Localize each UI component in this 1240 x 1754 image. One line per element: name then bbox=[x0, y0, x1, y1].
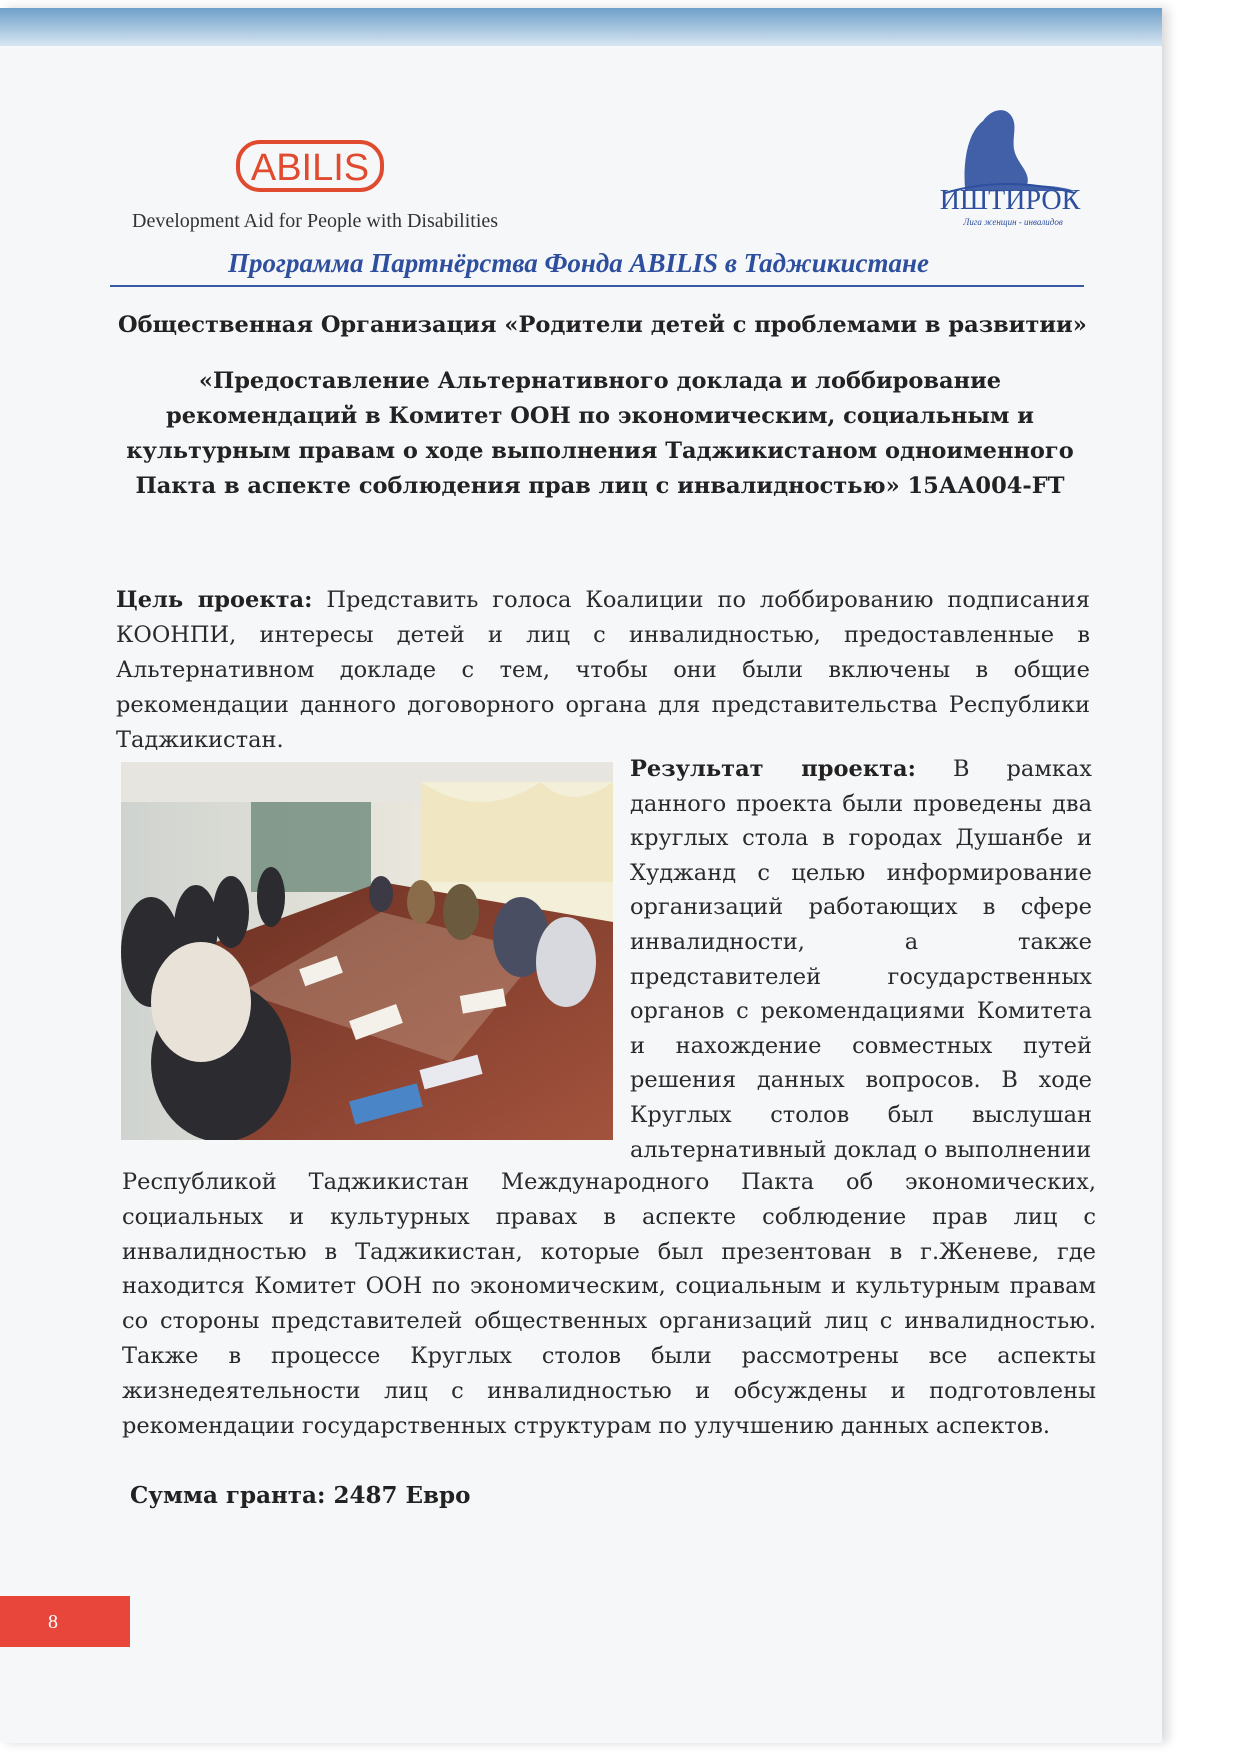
grant-amount: Сумма гранта: 2487 Евро bbox=[130, 1482, 471, 1509]
page-number: 8 bbox=[48, 1611, 58, 1633]
project-title-line: рекомендаций в Комитет ООН по экономическим, социальным и bbox=[166, 403, 1034, 429]
project-result bbox=[630, 752, 1092, 1167]
project-title-line: «Предоставление Альтернативного доклада и лоббирование bbox=[198, 368, 1002, 394]
svg-text:ABILIS: ABILIS bbox=[250, 147, 370, 189]
goal-text: Представить голоса Коалиции по лоббированию подписания КООНПИ, интересы детей и лиц с инвалидностью, предоставленные в Альтернативном докладе с тем, чтобы они были включены в общие рекомендации данного договорного органа для представительства Республики Таджикистан. bbox=[116, 587, 1090, 753]
project-title bbox=[120, 364, 1080, 504]
project-title-line: культурным правам о ходе выполнения Таджикистаном одноименного bbox=[126, 438, 1074, 464]
ishtirok-logo bbox=[905, 93, 1105, 233]
result-text-side: В рамках данного проекта были проведены два круглых стола в городах Душанбе и Худжанд с целью информирование организаций работающих в сфере инвалидности, а также представителей государственных органов с рекомендациями Комитета и нахождение совместных путей решения данных вопросов. В ходе Круглых столов был выслушан альтернативный доклад о выполнении bbox=[630, 756, 1092, 1163]
header-divider bbox=[110, 285, 1084, 287]
meeting-photo bbox=[121, 762, 613, 1140]
page-number-tab bbox=[0, 1596, 130, 1647]
project-result-continued: Республикой Таджикистан Международного Пакта об экономических, социальных и культурных правах в аспекте соблюдение прав лиц с инвалидностью в Таджикистан, которые был презентован в г.Женеве, где находится Комитет ООН по экономическим, социальным и культурным правам со стороны представителей общественных организаций лиц с инвалидностью. Также в процессе Круглых столов были рассмотрены все аспекты жизнедеятельности лиц с инвалидностью и обсуждены и подготовлены рекомендации государственных структурам по улучшению данных аспектов. bbox=[122, 1169, 1096, 1439]
project-goal bbox=[116, 583, 1090, 758]
svg-text:ИШТИРОК: ИШТИРОК bbox=[939, 185, 1081, 216]
abilis-tagline: Development Aid for People with Disabilities bbox=[132, 210, 499, 232]
top-color-band bbox=[0, 8, 1162, 46]
abilis-logo bbox=[235, 136, 385, 196]
program-title: Программа Партнёрства Фонда ABILIS в Таджикистане bbox=[228, 248, 929, 278]
svg-text:Лига женщин - инвалидов: Лига женщин - инвалидов bbox=[963, 217, 1063, 227]
silhouette-icon bbox=[965, 110, 1075, 191]
organization-name: Общественная Организация «Родители детей с проблемами в развитии» bbox=[118, 312, 1087, 338]
goal-label: Цель проекта: bbox=[116, 587, 313, 613]
project-title-line: Пакта в аспекте соблюдения прав лиц с инвалидностью» 15АА004-FT bbox=[135, 473, 1065, 499]
result-label: Результат проекта: bbox=[630, 756, 916, 782]
